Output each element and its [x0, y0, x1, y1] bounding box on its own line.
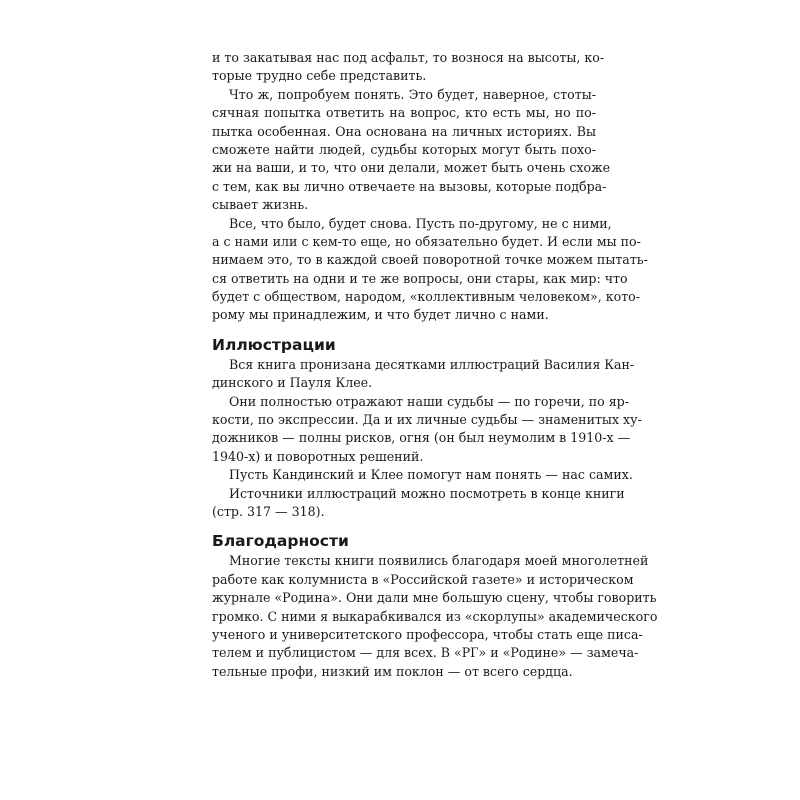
- text-line: будет с обществом, народом, «коллективным человеком», кото-: [212, 289, 641, 305]
- text-line: Они полностью отражают наши судьбы — по горечи, по яр-: [229, 393, 629, 409]
- section-heading-illustrations: Иллюстрации: [212, 335, 336, 354]
- intro-paragraph: [212, 49, 605, 86]
- text-line: тельные профи, низкий им поклон — от всего сердца.: [212, 663, 573, 679]
- text-line: Все, что было, будет снова. Пусть по-другому, не с ними,: [229, 215, 612, 231]
- text-line: дожников — полны рисков, огня (он был неумолим в 1910-х —: [212, 430, 631, 446]
- intro-paragraph: [212, 86, 611, 215]
- text-line: ученого и университетского профессора, чтобы стать еще писа-: [212, 626, 643, 642]
- book-page: [212, 49, 658, 681]
- text-line: Многие тексты книги появились благодаря моей многолетней: [229, 553, 649, 569]
- text-line: ся ответить на одни и те же вопросы, они стары, как мир: что: [212, 270, 628, 286]
- intro-paragraph: [212, 215, 648, 325]
- text-line: а с нами или с кем-то еще, но обязательно будет. И если мы по-: [212, 233, 641, 249]
- illustrations-paragraph: [212, 356, 635, 393]
- illustrations-paragraph: [212, 466, 633, 484]
- text-line: Что ж, попробуем понять. Это будет, наверное, стоты-: [229, 86, 596, 102]
- text-line: пытка особенная. Она основана на личных историях. Вы: [212, 123, 596, 139]
- text-line: Вся книга пронизана десятками иллюстраций Василия Кан-: [229, 356, 635, 372]
- text-line: торые трудно себе представить.: [212, 68, 427, 84]
- text-line: жи на ваши, и то, что они делали, может быть очень схоже: [212, 160, 611, 176]
- text-line: телем и публицистом — для всех. В «РГ» и «Родине» — замеча-: [212, 645, 639, 661]
- text-line: сывает жизнь.: [212, 197, 309, 213]
- text-line: громко. С ними я выкарабкивался из «скорлупы» академического: [212, 608, 658, 624]
- text-line: Пусть Кандинский и Клее помогут нам понять — нас самих.: [229, 467, 633, 483]
- text-line: (стр. 317 — 318).: [212, 503, 325, 519]
- text-line: нимаем это, то в каждой своей поворотной точке можем пытать-: [212, 252, 648, 268]
- text-line: кости, по экспрессии. Да и их личные судьбы — знаменитых ху-: [212, 412, 642, 428]
- illustrations-paragraph: [212, 393, 642, 467]
- text-line: работе как колумниста в «Российской газете» и историческом: [212, 571, 634, 587]
- text-line: сячная попытка ответить на вопрос, кто есть мы, но по-: [212, 105, 596, 121]
- thanks-paragraph: [212, 552, 658, 681]
- text-line: сможете найти людей, судьбы которых могут быть похо-: [212, 141, 596, 157]
- section-heading-thanks: Благодарности: [212, 532, 349, 551]
- illustrations-paragraph: [212, 485, 625, 522]
- text-line: с тем, как вы лично отвечаете на вызовы, которые подбра-: [212, 178, 607, 194]
- text-line: Источники иллюстраций можно посмотреть в конце книги: [229, 485, 625, 501]
- text-line: и то закатывая нас под асфальт, то вознося на высоты, ко-: [212, 50, 605, 65]
- text-line: рому мы принадлежим, и что будет лично с нами.: [212, 307, 549, 323]
- text-line: динского и Пауля Клее.: [212, 375, 373, 391]
- text-line: 1940-х) и поворотных решений.: [212, 448, 424, 464]
- text-line: журнале «Родина». Они дали мне большую сцену, чтобы говорить: [212, 590, 657, 606]
